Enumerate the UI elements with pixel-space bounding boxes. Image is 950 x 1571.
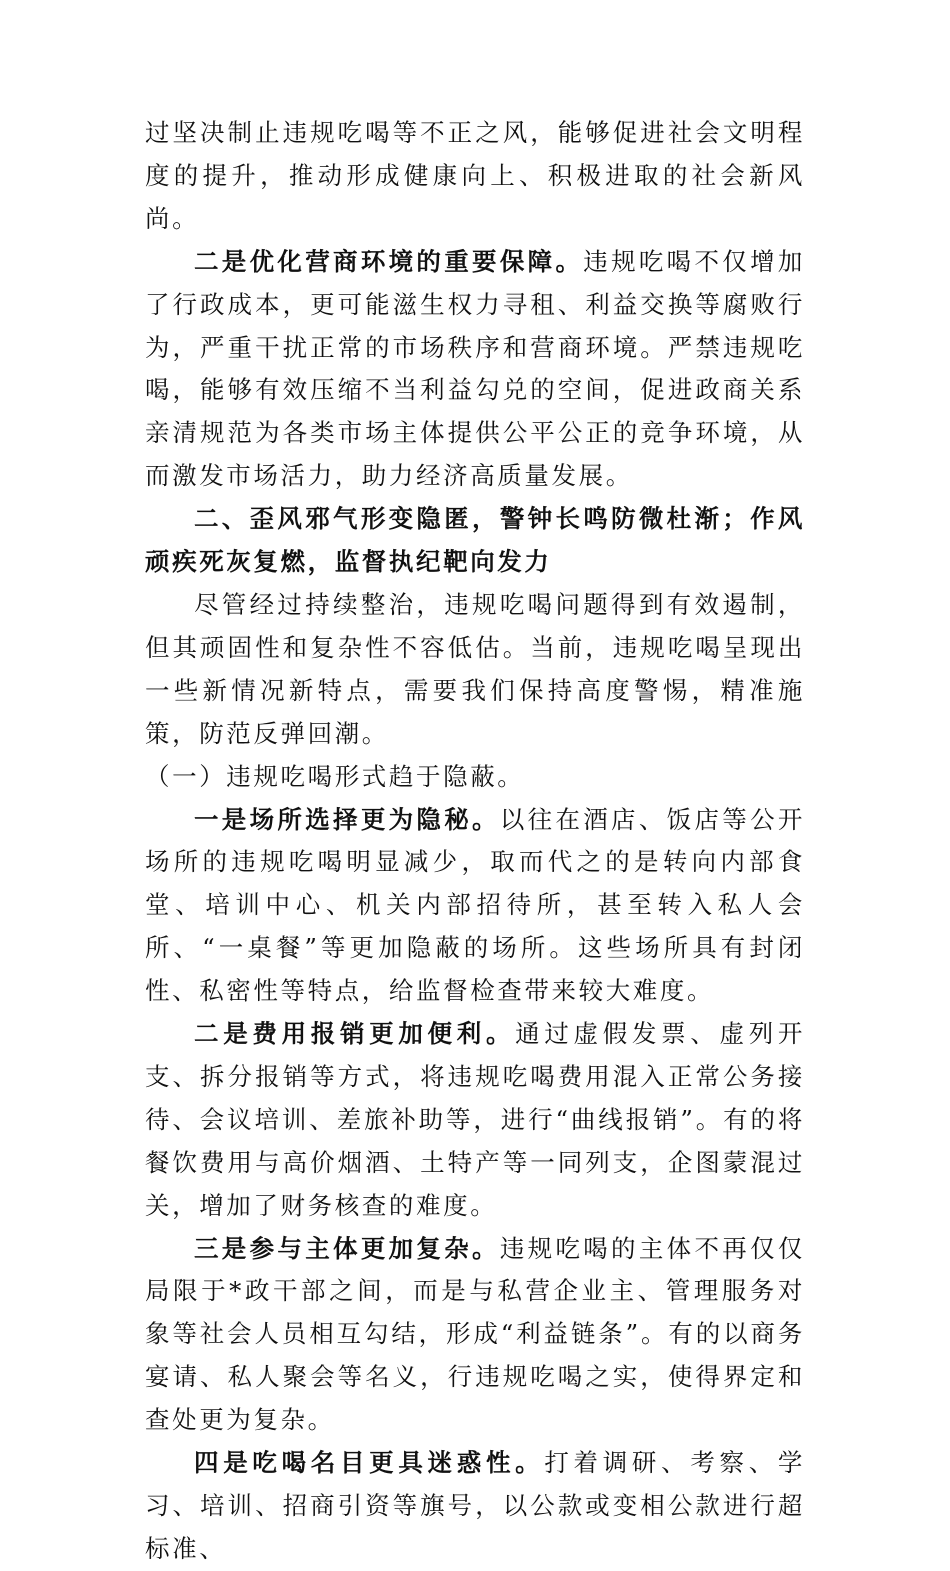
paragraph-lead: 二是优化营商环境的重要保障。 [194, 246, 584, 276]
paragraph-lead: 二是费用报销更加便利。 [194, 1019, 516, 1049]
paragraph-7 [145, 1442, 805, 1571]
paragraph-text: 违规吃喝不仅增加了行政成本，更可能滋生权力寻租、利益交换等腐败行为，严重干扰正常的市场秩序和营商环境。严禁违规吃喝，能够有效压缩不当利益勾兑的空间，促进政商关系亲清规范为各类市场主体提供公平公正的竞争环境，从而激发市场活力，助力经济高质量发展。 [145, 246, 805, 491]
paragraph-text: 以往在酒店、饭店等公开场所的违规吃喝明显减少，取而代之的是转向内部食堂、培训中心、机关内部招待所，甚至转入私人会所、“一桌餐”等更加隐蔽的场所。这些场所具有封闭性、私密性等特点，给监督检查带来较大难度。 [145, 804, 805, 1006]
paragraph-lead: 四是吃喝名目更具迷惑性。 [194, 1448, 545, 1478]
paragraph-2 [145, 241, 805, 498]
section-heading [145, 498, 805, 584]
paragraph-3 [145, 584, 805, 756]
paragraph-text: 通过虚假发票、虚列开支、拆分报销等方式，将违规吃喝费用混入正常公务接待、会议培训、差旅补助等，进行“曲线报销”。有的将餐饮费用与高价烟酒、土特产等一同列支，企图蒙混过关，增加了财务核查的难度。 [145, 1019, 805, 1220]
paragraph-5 [145, 1013, 805, 1228]
section-heading-text: 二、歪风邪气形变隐匿，警钟长鸣防微杜渐；作风顽疾死灰复燃，监督执纪靶向发力 [145, 504, 805, 577]
sub-heading [145, 756, 805, 799]
paragraph-text: 违规吃喝的主体不再仅仅局限于*政干部之间，而是与私营企业主、管理服务对象等社会人员相互勾结，形成“利益链条”。有的以商务宴请、私人聚会等名义，行违规吃喝之实，使得界定和查处更为复杂。 [145, 1233, 805, 1435]
paragraph-lead: 一是场所选择更为隐秘。 [194, 804, 500, 834]
paragraph-text: 过坚决制止违规吃喝等不正之风，能够促进社会文明程度的提升，推动形成健康向上、积极进取的社会新风尚。 [145, 118, 805, 233]
paragraph-1 [145, 112, 805, 241]
document-body [145, 112, 805, 1571]
paragraph-text: 打着调研、考察、学习、培训、招商引资等旗号，以公款或变相公款进行超标准、 [145, 1448, 805, 1563]
paragraph-6 [145, 1228, 805, 1443]
paragraph-lead: 三是参与主体更加复杂。 [194, 1233, 500, 1263]
paragraph-4 [145, 799, 805, 1014]
paragraph-text: 尽管经过持续整治，违规吃喝问题得到有效遏制，但其顽固性和复杂性不容低估。当前，违规吃喝呈现出一些新情况新特点，需要我们保持高度警惕，精准施策，防范反弹回潮。 [145, 589, 805, 748]
sub-heading-text: （一）违规吃喝形式趋于隐蔽。 [145, 761, 525, 791]
